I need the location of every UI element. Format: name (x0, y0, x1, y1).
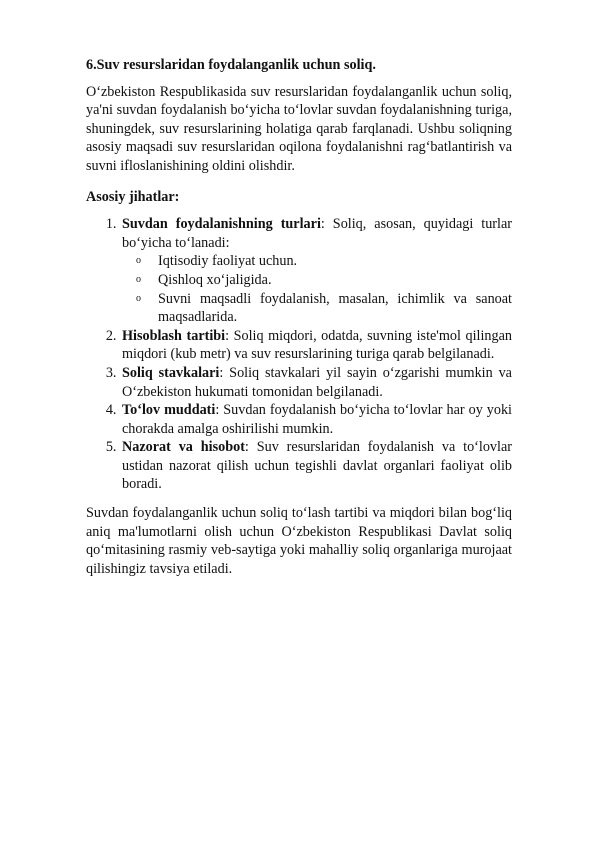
list-item-title: Soliq stavkalari (122, 364, 220, 381)
list-item-title: Nazorat va hisobot (122, 439, 245, 456)
list-item-text: : Soliq stavkalari yil sayin o‘zgarishi mumkin va O‘zbekiston hukumati tomonidan belgilanadi. (122, 364, 512, 400)
circle-bullet-icon: o (136, 273, 141, 285)
sub-list-item (134, 290, 512, 327)
list-item-title: To‘lov muddati (122, 402, 216, 419)
intro-paragraph: O‘zbekiston Respublikasida suv resurslaridan foydalanganlik uchun soliq, ya'ni suvdan foydalanish bo‘yicha to‘lovlar suvdan foydalanishning turiga, shuningdek, suv resurslarining holatiga qarab farqlanadi. Ushbu soliqning asosiy maqsadi suv resurslaridan oqilona foydalanishni rag‘batlantirish va suvni ifloslanishining oldini olishdir. (86, 83, 512, 174)
list-item-text: : Suvdan foydalanish bo‘yicha to‘lovlar har oy yoki chorakda amalga oshirilishi mumkin. (122, 402, 513, 437)
list-item-text: : Soliq, asosan, quyidagi turlar bo‘yicha to‘lanadi: (122, 216, 512, 251)
key-aspects-heading: Asosiy jihatlar: (86, 188, 180, 205)
sub-list-item (134, 252, 512, 271)
circle-bullet-icon: o (136, 292, 141, 304)
circle-bullet-icon: o (136, 255, 141, 267)
list-item-text: : Soliq miqdori, odatda, suvning iste'mol qilingan miqdori (kub metr) va suv resurslarining turiga qarab belgilanadi. (122, 327, 512, 363)
list-item (120, 327, 512, 364)
list-item (120, 215, 512, 327)
list-item (120, 401, 512, 438)
list-item (120, 438, 512, 494)
sub-list-item (134, 271, 512, 290)
closing-paragraph: Suvdan foydalanganlik uchun soliq to‘lash tartibi va miqdori bilan bog‘liq aniq ma'lumotlarni olish uchun O‘zbekiston Respublikasi Davlat soliq qo‘mitasining rasmiy veb-saytiga yoki mahalliy soliq organlariga murojaat qilishingiz tavsiya etiladi. (86, 505, 512, 577)
sub-list (122, 252, 512, 326)
sub-list-item-text: Iqtisodiy faoliyat uchun. (158, 253, 298, 270)
list-item-title: Hisoblash tartibi (122, 327, 226, 344)
list-item (120, 364, 512, 401)
sub-list-item-text: Suvni maqsadli foydalanish, masalan, ichimlik va sanoat maqsadlarida. (158, 290, 512, 326)
section-heading: 6.Suv resurslaridan foydalanganlik uchun soliq. (86, 57, 376, 73)
list-item-title: Suvdan foydalanishning turlari (122, 216, 321, 233)
sub-list-item-text: Qishloq xo‘jaligida. (158, 271, 272, 288)
list-item-text: : Suv resurslaridan foydalanish va to‘lovlar ustidan nazorat qilish uchun tegishli davlat organlari faoliyat olib boradi. (122, 439, 512, 493)
key-aspects-list (86, 215, 512, 494)
